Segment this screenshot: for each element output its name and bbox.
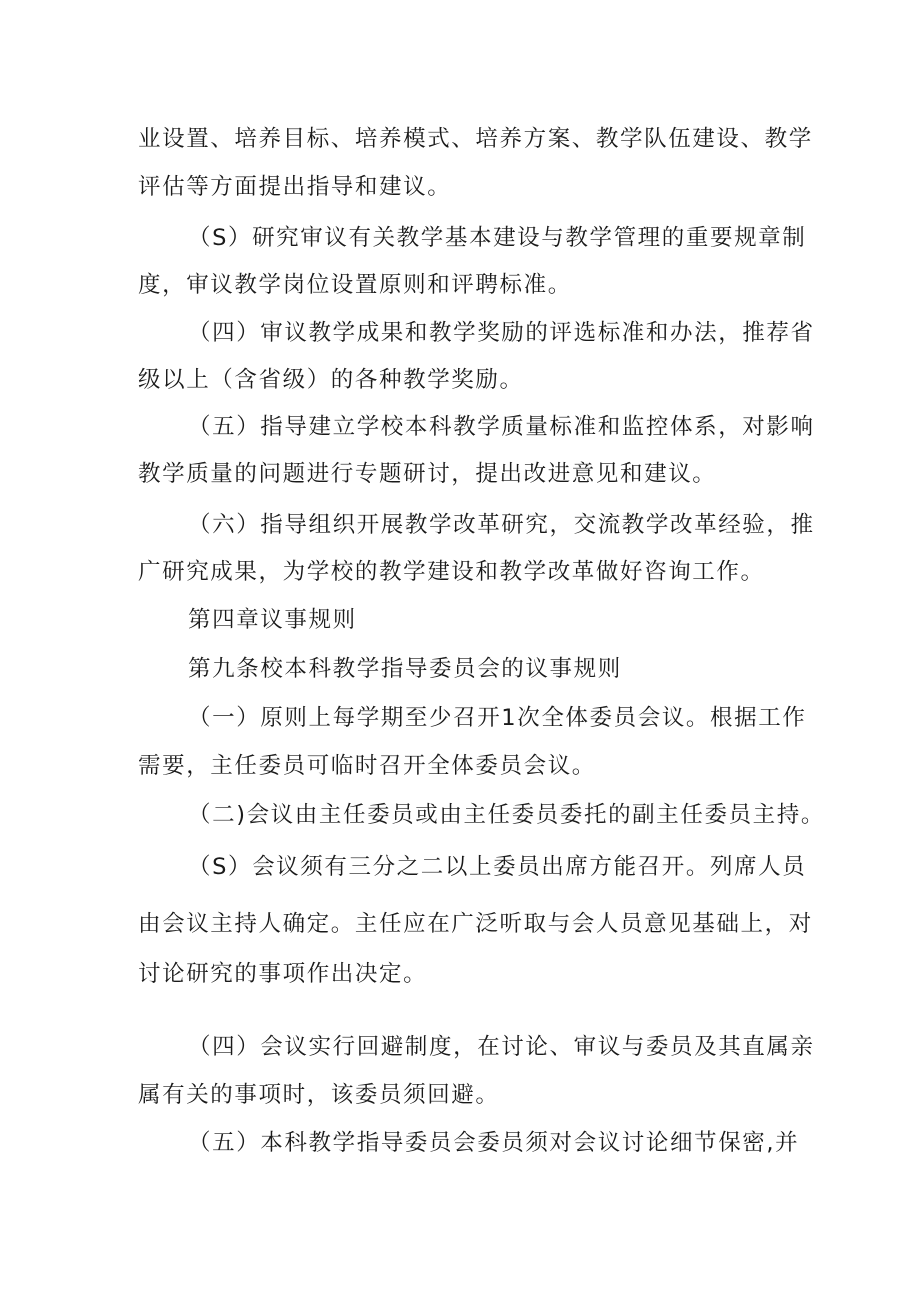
paragraph-line: 属有关的事项时，该委员须回避。 bbox=[138, 1082, 500, 1108]
paragraph-line: （二)会议由主任委员或由主任委员委托的副主任委员主持。 bbox=[188, 802, 825, 828]
paragraph-line: 由会议主持人确定。主任应在广泛听取与会人员意见基础上，对 bbox=[138, 911, 813, 937]
paragraph-line: （四）审议教学成果和教学奖励的评选标准和办法，推荐省 bbox=[188, 320, 815, 346]
paragraph-line: 讨论研究的事项作出决定。 bbox=[138, 961, 428, 987]
paragraph-line: （S）研究审议有关教学基本建设与教学管理的重要规章制 bbox=[188, 225, 807, 251]
paragraph-line: （六）指导组织开展教学改革研究，交流教学改革经验，推 bbox=[188, 512, 815, 538]
paragraph-line: 业设置、培养目标、培养模式、培养方案、教学队伍建设、教学 bbox=[138, 126, 813, 152]
paragraph-line: （五）本科教学指导委员会委员须对会议讨论细节保密,并 bbox=[188, 1130, 800, 1156]
paragraph-line: （五）指导建立学校本科教学质量标准和监控体系，对影响 bbox=[188, 414, 815, 440]
paragraph-line: 级以上（含省级）的各种教学奖励。 bbox=[138, 367, 524, 393]
paragraph-line: 度，审议教学岗位设置原则和评聘标准。 bbox=[138, 272, 572, 298]
chapter-heading: 第四章议事规则 bbox=[188, 607, 357, 633]
paragraph-line: （一）原则上每学期至少召开1次全体委员会议。根据工作 bbox=[188, 705, 807, 731]
paragraph-line: （S）会议须有三分之二以上委员出席方能召开。列席人员 bbox=[188, 854, 807, 880]
paragraph-line: （四）会议实行回避制度，在讨论、审议与委员及其直属亲 bbox=[188, 1034, 815, 1060]
article-heading: 第九条校本科教学指导委员会的议事规则 bbox=[188, 656, 622, 682]
paragraph-line: 教学质量的问题进行专题研讨，提出改进意见和建议。 bbox=[138, 461, 717, 487]
paragraph-line: 评估等方面提出指导和建议。 bbox=[138, 174, 452, 200]
paragraph-line: 广研究成果，为学校的教学建设和教学改革做好咨询工作。 bbox=[138, 559, 765, 585]
paragraph-line: 需要，主任委员可临时召开全体委员会议。 bbox=[138, 753, 596, 779]
